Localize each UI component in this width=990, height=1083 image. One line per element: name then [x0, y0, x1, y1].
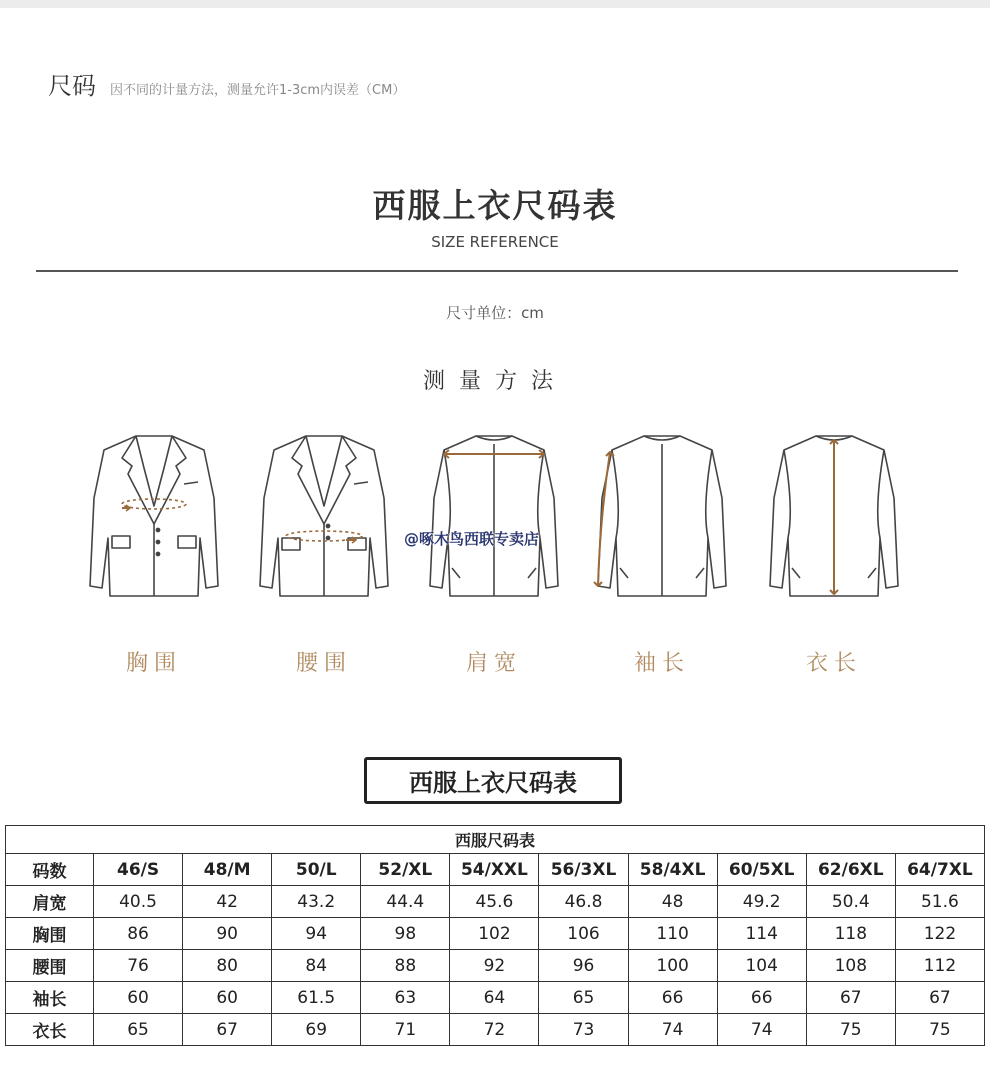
- table-cell: 45.6: [450, 886, 539, 918]
- table-header-cell: 50/L: [272, 854, 361, 886]
- table-cell: 61.5: [272, 982, 361, 1014]
- table-cell: 72: [450, 1014, 539, 1046]
- table-cell: 75: [806, 1014, 895, 1046]
- table-row: [6, 950, 985, 982]
- measure-label-length: 衣长: [805, 651, 862, 676]
- unit-note: 尺寸单位：cm: [446, 304, 544, 322]
- table-cell: 65: [94, 1014, 183, 1046]
- table-cell: 51.6: [895, 886, 984, 918]
- divider: [36, 270, 958, 272]
- table-header-row: [6, 854, 985, 886]
- table-row-label: 肩宽: [6, 886, 94, 918]
- table-cell: 110: [628, 918, 717, 950]
- jacket-chest-icon: [84, 428, 224, 604]
- table-header-cell: 52/XL: [361, 854, 450, 886]
- table-header-cell: 54/XXL: [450, 854, 539, 886]
- table-cell: 66: [717, 982, 806, 1014]
- table-cell: 86: [94, 918, 183, 950]
- table-cell: 50.4: [806, 886, 895, 918]
- table-cell: 60: [94, 982, 183, 1014]
- table-cell: 80: [183, 950, 272, 982]
- table-cell: 49.2: [717, 886, 806, 918]
- table-cell: 67: [895, 982, 984, 1014]
- jacket-shoulder-icon: [424, 428, 564, 604]
- jacket-length-icon: [764, 428, 904, 604]
- table-row-label: 胸围: [6, 918, 94, 950]
- table-cell: 94: [272, 918, 361, 950]
- measure-label-shoulder: 肩宽: [465, 651, 522, 676]
- measure-label-waist: 腰围: [295, 651, 352, 676]
- page-subtitle: SIZE REFERENCE: [431, 233, 559, 251]
- table-cell: 65: [539, 982, 628, 1014]
- size-table: [5, 825, 985, 1046]
- table-cell: 60: [183, 982, 272, 1014]
- table-header-cell: 58/4XL: [628, 854, 717, 886]
- table-header-cell: 56/3XL: [539, 854, 628, 886]
- table-cell: 48: [628, 886, 717, 918]
- table-row: [6, 982, 985, 1014]
- table-cell: 88: [361, 950, 450, 982]
- table-cell: 73: [539, 1014, 628, 1046]
- measure-label-chest: 胸围: [125, 651, 182, 676]
- table-header-cell: 60/5XL: [717, 854, 806, 886]
- table-header-cell: 46/S: [94, 854, 183, 886]
- header-note: 因不同的计量方法，测量允许1-3cm内误差（CM）: [110, 83, 406, 98]
- table-header-cell: 码数: [6, 854, 94, 886]
- table-cell: 74: [717, 1014, 806, 1046]
- table-cell: 100: [628, 950, 717, 982]
- table-cell: 74: [628, 1014, 717, 1046]
- table-header-cell: 62/6XL: [806, 854, 895, 886]
- table-caption: 西服尺码表: [6, 826, 985, 854]
- table-cell: 66: [628, 982, 717, 1014]
- table-cell: 71: [361, 1014, 450, 1046]
- table-row-label: 衣长: [6, 1014, 94, 1046]
- table-cell: 44.4: [361, 886, 450, 918]
- page-title: 西服上衣尺码表: [372, 186, 618, 225]
- table-cell: 84: [272, 950, 361, 982]
- table-row: [6, 1014, 985, 1046]
- table-cell: 118: [806, 918, 895, 950]
- table-cell: 40.5: [94, 886, 183, 918]
- table-cell: 67: [806, 982, 895, 1014]
- table-cell: 108: [806, 950, 895, 982]
- measure-label-sleeve: 袖长: [633, 651, 690, 676]
- table-cell: 69: [272, 1014, 361, 1046]
- table-header-cell: 64/7XL: [895, 854, 984, 886]
- table-cell: 67: [183, 1014, 272, 1046]
- table-cell: 102: [450, 918, 539, 950]
- table-row-label: 袖长: [6, 982, 94, 1014]
- table-cell: 76: [94, 950, 183, 982]
- table-cell: 63: [361, 982, 450, 1014]
- jacket-sleeve-icon: [592, 428, 732, 604]
- watermark: @啄木鸟西联专卖店: [404, 530, 540, 548]
- table-cell: 75: [895, 1014, 984, 1046]
- table-cell: 112: [895, 950, 984, 982]
- table-cell: 104: [717, 950, 806, 982]
- jacket-waist-icon: [254, 428, 394, 604]
- table-cell: 92: [450, 950, 539, 982]
- header-title: 尺码: [48, 72, 96, 100]
- table-row-label: 腰围: [6, 950, 94, 982]
- table-cell: 90: [183, 918, 272, 950]
- table-cell: 114: [717, 918, 806, 950]
- table-row: [6, 918, 985, 950]
- table-cell: 46.8: [539, 886, 628, 918]
- table-cell: 106: [539, 918, 628, 950]
- table-cell: 122: [895, 918, 984, 950]
- table-cell: 43.2: [272, 886, 361, 918]
- method-title: 测量方法: [422, 369, 567, 394]
- header: [48, 66, 405, 101]
- top-bar: [0, 0, 990, 8]
- table-title-box: 西服上衣尺码表: [364, 757, 622, 804]
- table-cell: 64: [450, 982, 539, 1014]
- table-caption-row: [6, 826, 985, 854]
- table-cell: 96: [539, 950, 628, 982]
- table-cell: 42: [183, 886, 272, 918]
- table-row: [6, 886, 985, 918]
- table-cell: 98: [361, 918, 450, 950]
- table-header-cell: 48/M: [183, 854, 272, 886]
